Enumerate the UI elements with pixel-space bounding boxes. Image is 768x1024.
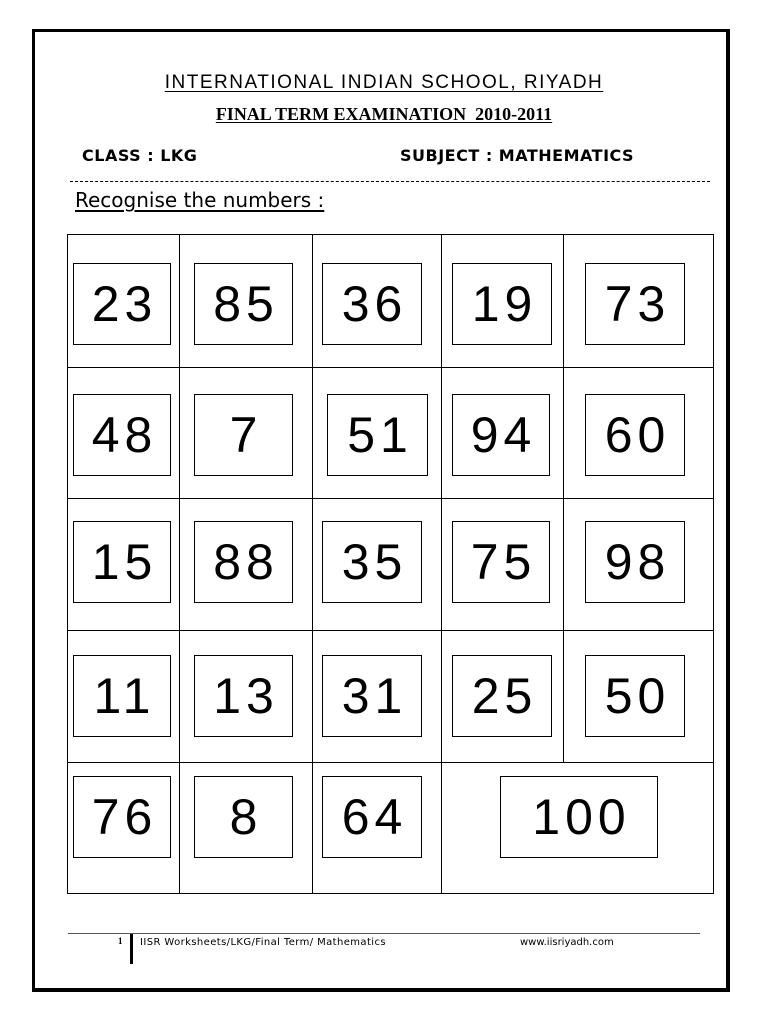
number-box: 60 bbox=[585, 394, 685, 476]
number-box: 51 bbox=[327, 394, 428, 476]
number-box: 7 bbox=[194, 394, 293, 476]
number-box: 88 bbox=[194, 521, 293, 603]
grid-hline bbox=[67, 498, 713, 499]
number-box: 64 bbox=[322, 776, 422, 858]
number-box: 11 bbox=[73, 655, 171, 737]
number-box: 19 bbox=[452, 263, 552, 345]
number-box: 8 bbox=[194, 776, 293, 858]
footer-doc-title: IISR Worksheets/LKG/Final Term/ Mathematics bbox=[140, 937, 386, 948]
grid-vline bbox=[179, 234, 180, 893]
number-box: 75 bbox=[452, 521, 550, 603]
grid-hline bbox=[67, 762, 713, 763]
subject-label: SUBJECT : MATHEMATICS bbox=[400, 146, 635, 165]
grid-vline bbox=[312, 234, 313, 893]
number-box: 85 bbox=[194, 263, 293, 345]
number-box: 36 bbox=[322, 263, 422, 345]
number-box: 15 bbox=[73, 521, 171, 603]
number-box: 100 bbox=[500, 776, 658, 858]
instruction-text: Recognise the numbers : bbox=[75, 188, 325, 212]
number-box: 13 bbox=[194, 655, 293, 737]
number-box: 31 bbox=[322, 655, 422, 737]
number-box: 50 bbox=[585, 655, 685, 737]
class-label: CLASS : LKG bbox=[82, 146, 198, 165]
footer-page-number: 1 bbox=[118, 936, 123, 946]
number-box: 23 bbox=[73, 263, 171, 345]
number-box: 35 bbox=[322, 521, 422, 603]
exam-title: FINAL TERM EXAMINATION 2010-2011 bbox=[215, 104, 553, 124]
number-box: 25 bbox=[452, 655, 552, 737]
footer-bar bbox=[130, 934, 133, 964]
footer-website: www.iisriyadh.com bbox=[520, 937, 614, 948]
number-box: 76 bbox=[73, 776, 171, 858]
school-name: INTERNATIONAL INDIAN SCHOOL, RIYADH bbox=[164, 72, 604, 93]
grid-hline bbox=[67, 367, 713, 368]
grid-hline bbox=[67, 630, 713, 631]
number-box: 48 bbox=[73, 394, 171, 476]
number-box: 73 bbox=[585, 263, 685, 345]
number-box: 94 bbox=[452, 394, 550, 476]
grid-vline bbox=[441, 234, 442, 893]
number-box: 98 bbox=[585, 521, 685, 603]
footer-rule bbox=[68, 933, 700, 934]
